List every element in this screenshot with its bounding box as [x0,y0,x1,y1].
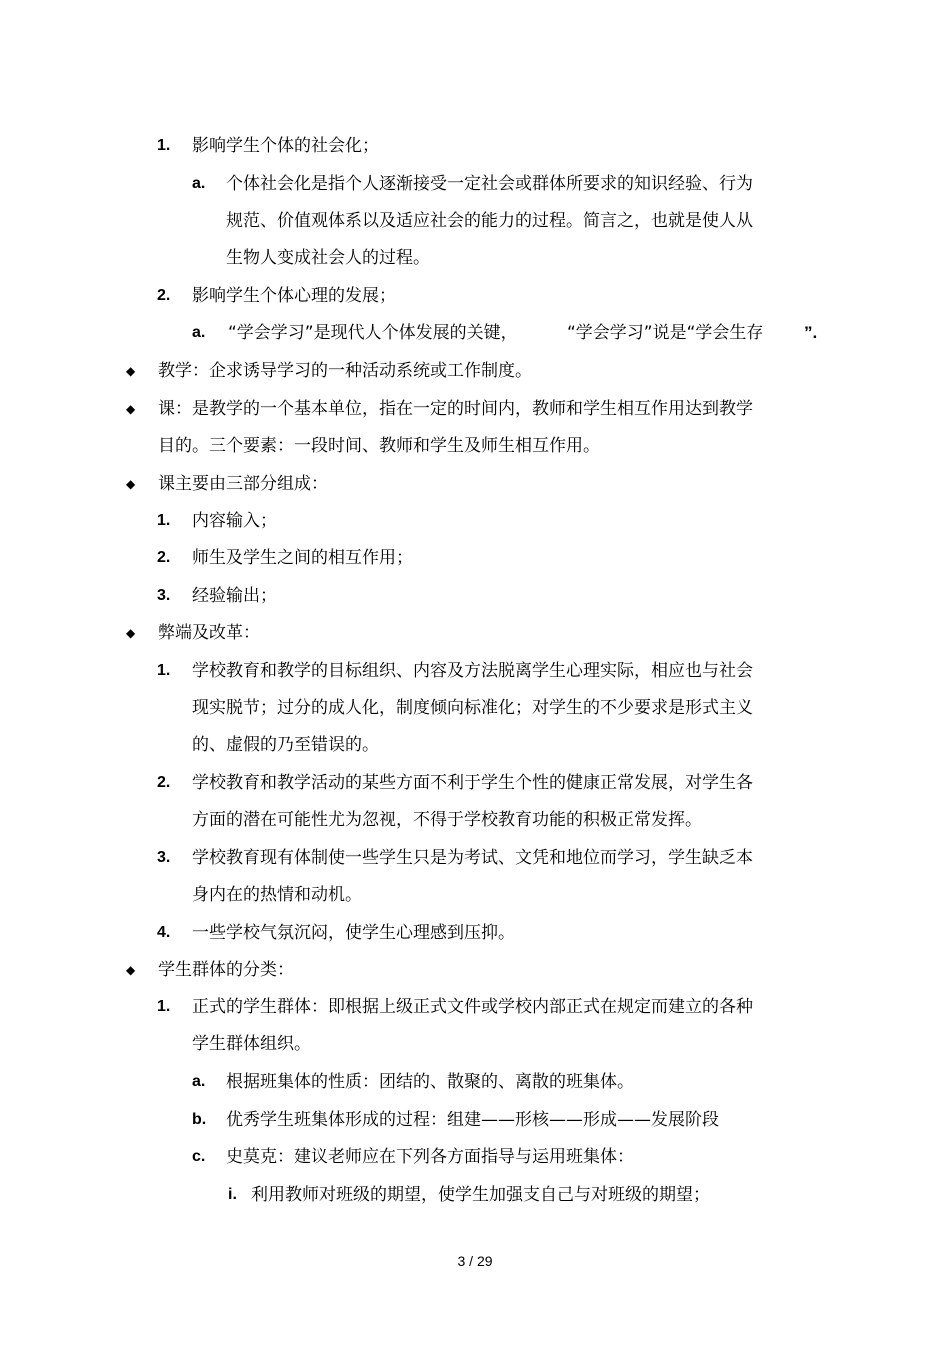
list-item-text: 影响学生个体的社会化； [192,136,379,156]
list-marker: 1. [157,137,171,154]
list-marker: c. [192,1148,206,1165]
paragraph-line: 学校教育和教学的目标组织、内容及方法脱离学生心理实际，相应也与社会 [192,661,753,681]
list-marker: 3. [157,587,171,604]
list-item-text: 根据班集体的性质：团结的、散聚的、离散的班集体。 [226,1072,634,1092]
page-number: 3 / 29 [457,1253,493,1269]
paragraph-line: 现实脱节；过分的成人化，制度倾向标准化；对学生的不少要求是形式主义 [192,698,753,718]
bullet-text: 课：是教学的一个基本单位，指在一定的时间内，教师和学生相互作用达到教学 [158,399,753,419]
list-marker: b. [192,1111,207,1128]
bullet-text: 课主要由三部分组成： [158,474,328,494]
list-marker: a. [192,1073,206,1090]
diamond-bullet-icon: ◆ [126,626,136,640]
bullet-text: 教学：企求诱导学习的一种活动系统或工作制度。 [158,361,532,381]
diamond-bullet-icon: ◆ [126,963,136,977]
paragraph-line: 学校教育和教学活动的某些方面不利于学生个性的健康正常发展，对学生各 [192,773,753,793]
list-marker: a. [192,175,206,192]
paragraph-line: 个体社会化是指个人逐渐接受一定社会或群体所要求的知识经验、行为 [226,174,753,194]
list-marker: 4. [157,924,171,941]
paragraph-line: 正式的学生群体：即根据上级正式文件或学校内部正式在规定而建立的各种 [192,997,753,1017]
list-marker: 2. [157,287,171,304]
list-item-text: 优秀学生班集体形成的过程：组建——形核——形成——发展阶段 [226,1110,719,1130]
list-item-text: 经验输出； [192,586,277,606]
paragraph-line: 学校教育现有体制使一些学生只是为考试、文凭和地位而学习，学生缺乏本 [192,848,753,868]
paragraph-line: “学会学习”是现代人个体发展的关键， [228,323,518,343]
diamond-bullet-icon: ◆ [126,364,136,378]
list-marker: i. [228,1186,237,1203]
list-item-text: 利用教师对班级的期望，使学生加强支自己与对班级的期望； [251,1185,710,1205]
list-marker: a. [192,324,206,341]
list-item-text: 师生及学生之间的相互作用； [192,548,413,568]
bullet-text: 目的。三个要素：一段时间、教师和学生及师生相互作用。 [158,436,600,456]
paragraph-line: 规范、价值观体系以及适应社会的能力的过程。简言之，也就是使人从 [226,211,753,231]
diamond-bullet-icon: ◆ [126,402,136,416]
paragraph-line: 生物人变成社会人的过程。 [226,248,430,268]
paragraph-line: 方面的潜在可能性尤为忽视，不得于学校教育功能的积极正常发挥。 [192,810,702,830]
bullet-text: 学生群体的分类： [158,960,294,980]
list-marker: 1. [157,662,171,679]
list-item-text: 一些学校气氛沉闷，使学生心理感到压抑。 [192,923,515,943]
paragraph-line: “学会学习”说是“学会生存 [567,323,764,343]
list-item-text: 史莫克：建议老师应在下列各方面指导与运用班集体： [226,1147,634,1167]
closing-quote: ”. [804,323,818,342]
paragraph-line: 身内在的热情和动机。 [192,885,362,905]
list-item-text: 影响学生个体心理的发展； [192,286,396,306]
list-marker: 1. [157,998,171,1015]
paragraph-line: 学生群体组织。 [192,1034,311,1054]
list-marker: 2. [157,549,171,566]
list-marker: 1. [157,512,171,529]
list-item-text: 内容输入； [192,511,277,531]
paragraph-line: 的、虚假的乃至错误的。 [192,735,379,755]
diamond-bullet-icon: ◆ [126,477,136,491]
list-marker: 3. [157,849,171,866]
list-marker: 2. [157,774,171,791]
bullet-text: 弊端及改革： [158,623,260,643]
